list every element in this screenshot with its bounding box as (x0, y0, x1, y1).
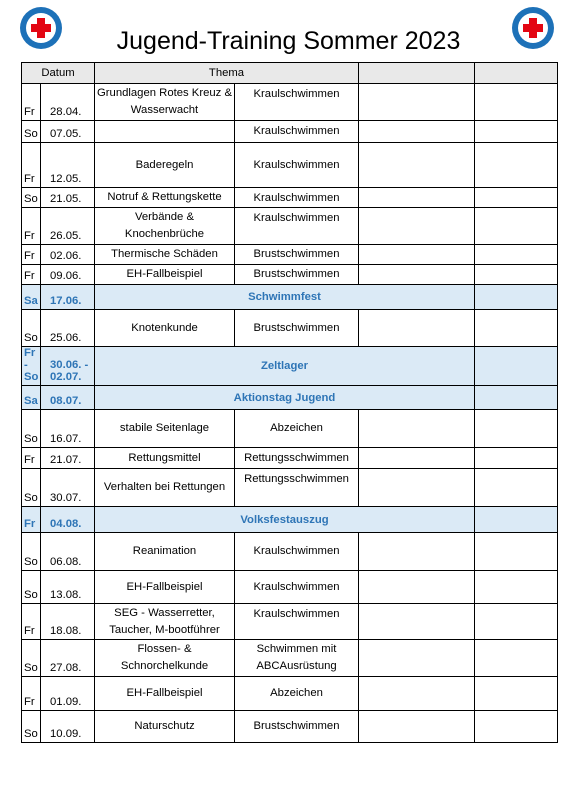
header-empty (475, 63, 558, 84)
empty-cell (475, 121, 558, 143)
table-row (22, 143, 558, 188)
swim-cell: Kraulschwimmen (235, 143, 359, 188)
thema-cell: Thermische Schäden (95, 245, 235, 265)
empty-cell (475, 410, 558, 448)
table-row (22, 469, 558, 507)
swim-cell: Abzeichen (235, 677, 359, 711)
empty-cell (359, 677, 475, 711)
day-cell: Fr (22, 143, 41, 188)
day-cell: Fr (22, 265, 41, 285)
empty-cell (359, 410, 475, 448)
day-cell: Fr (22, 84, 41, 121)
day-cell: Fr (22, 245, 41, 265)
date-cell: 13.08. (41, 571, 95, 604)
empty-cell (475, 469, 558, 507)
day-cell: So (22, 640, 41, 677)
empty-cell (359, 188, 475, 208)
table-row (22, 188, 558, 208)
table-row (22, 245, 558, 265)
thema-cell (95, 121, 235, 143)
empty-cell (359, 604, 475, 640)
table-row (22, 84, 558, 121)
thema-cell: Baderegeln (95, 143, 235, 188)
date-cell: 27.08. (41, 640, 95, 677)
table-row (22, 677, 558, 711)
swim-cell: Rettungsschwimmen (235, 448, 359, 469)
empty-cell (359, 84, 475, 121)
date-cell: 09.06. (41, 265, 95, 285)
day-cell: Sa (22, 285, 41, 310)
empty-cell (475, 84, 558, 121)
event-title: Volksfestauszug (95, 507, 475, 533)
date-cell: 10.09. (41, 711, 95, 743)
table-row (22, 533, 558, 571)
empty-cell (475, 604, 558, 640)
date-cell: 01.09. (41, 677, 95, 711)
header-row (22, 63, 558, 84)
date-cell: 26.05. (41, 208, 95, 245)
date-cell: 16.07. (41, 410, 95, 448)
date-cell: 30.06. - 02.07. (41, 347, 95, 386)
thema-cell: EH-Fallbeispiel (95, 571, 235, 604)
swim-cell: Kraulschwimmen (235, 604, 359, 640)
empty-cell (475, 245, 558, 265)
day-cell: So (22, 571, 41, 604)
swim-cell: Brustschwimmen (235, 310, 359, 347)
thema-cell: Naturschutz (95, 711, 235, 743)
day-cell: So (22, 410, 41, 448)
empty-cell (475, 310, 558, 347)
date-cell: 21.05. (41, 188, 95, 208)
empty-cell (475, 188, 558, 208)
empty-cell (359, 571, 475, 604)
empty-cell (359, 245, 475, 265)
empty-cell (359, 310, 475, 347)
date-cell: 04.08. (41, 507, 95, 533)
day-cell: So (22, 711, 41, 743)
thema-cell: Rettungsmittel (95, 448, 235, 469)
day-cell: Fr (22, 604, 41, 640)
date-cell: 28.04. (41, 84, 95, 121)
event-title: Zeltlager (95, 347, 475, 386)
day-cell: So (22, 310, 41, 347)
day-cell: Fr (22, 448, 41, 469)
thema-cell: Reanimation (95, 533, 235, 571)
swim-cell: Rettungsschwimmen (235, 469, 359, 507)
date-cell: 25.06. (41, 310, 95, 347)
swim-cell: Brustschwimmen (235, 265, 359, 285)
table-row (22, 265, 558, 285)
day-cell: Fr (22, 507, 41, 533)
event-row (22, 507, 558, 533)
thema-cell: Grundlagen Rotes Kreuz & Wasserwacht (95, 84, 235, 121)
date-cell: 21.07. (41, 448, 95, 469)
day-cell: Fr (22, 208, 41, 245)
table-row (22, 604, 558, 640)
empty-cell (475, 711, 558, 743)
day-cell: Fr (22, 677, 41, 711)
date-cell: 06.08. (41, 533, 95, 571)
swim-cell: Kraulschwimmen (235, 188, 359, 208)
table-row (22, 208, 558, 245)
thema-cell: Flossen- & Schnorchelkunde (95, 640, 235, 677)
swim-cell: Kraulschwimmen (235, 208, 359, 245)
table-row (22, 711, 558, 743)
event-title: Aktionstag Jugend (95, 386, 475, 410)
day-cell: So (22, 469, 41, 507)
empty-cell (359, 640, 475, 677)
swim-cell: Abzeichen (235, 410, 359, 448)
table-row (22, 121, 558, 143)
empty-cell (359, 143, 475, 188)
date-cell: 30.07. (41, 469, 95, 507)
header-empty (359, 63, 475, 84)
empty-cell (475, 448, 558, 469)
empty-cell (475, 640, 558, 677)
date-cell: 17.06. (41, 285, 95, 310)
swim-cell: Kraulschwimmen (235, 84, 359, 121)
swim-cell: Brustschwimmen (235, 711, 359, 743)
thema-cell: Verbände & Knochenbrüche (95, 208, 235, 245)
date-cell: 07.05. (41, 121, 95, 143)
table-row (22, 410, 558, 448)
empty-cell (359, 448, 475, 469)
empty-cell (359, 208, 475, 245)
empty-cell (475, 533, 558, 571)
empty-cell (359, 121, 475, 143)
swim-cell: Kraulschwimmen (235, 121, 359, 143)
date-cell: 18.08. (41, 604, 95, 640)
thema-cell: Verhalten bei Rettungen (95, 469, 235, 507)
swim-cell: Kraulschwimmen (235, 533, 359, 571)
page-title: Jugend-Training Sommer 2023 (116, 27, 461, 55)
empty-cell (475, 386, 558, 410)
thema-cell: SEG - Wasserretter, Taucher, M-bootführer (95, 604, 235, 640)
header-datum: Datum (22, 63, 95, 84)
thema-cell: Notruf & Rettungskette (95, 188, 235, 208)
event-row (22, 347, 558, 386)
day-cell: Sa (22, 386, 41, 410)
date-cell: 02.06. (41, 245, 95, 265)
date-cell: 08.07. (41, 386, 95, 410)
thema-cell: Knotenkunde (95, 310, 235, 347)
event-row (22, 386, 558, 410)
swim-cell: Kraulschwimmen (235, 571, 359, 604)
empty-cell (359, 711, 475, 743)
empty-cell (475, 143, 558, 188)
schedule-table (21, 62, 558, 743)
empty-cell (475, 571, 558, 604)
empty-cell (475, 507, 558, 533)
empty-cell (475, 347, 558, 386)
thema-cell: EH-Fallbeispiel (95, 677, 235, 711)
empty-cell (475, 677, 558, 711)
event-title: Schwimmfest (95, 285, 475, 310)
thema-cell: EH-Fallbeispiel (95, 265, 235, 285)
empty-cell (359, 533, 475, 571)
table-row (22, 571, 558, 604)
thema-cell: stabile Seitenlage (95, 410, 235, 448)
day-cell: So (22, 188, 41, 208)
header-thema: Thema (95, 63, 359, 84)
empty-cell (475, 265, 558, 285)
table-row (22, 640, 558, 677)
empty-cell (475, 285, 558, 310)
day-cell: Fr - So (22, 347, 41, 386)
empty-cell (359, 265, 475, 285)
table-row (22, 310, 558, 347)
swim-cell: Brustschwimmen (235, 245, 359, 265)
date-cell: 12.05. (41, 143, 95, 188)
empty-cell (359, 469, 475, 507)
empty-cell (475, 208, 558, 245)
day-cell: So (22, 533, 41, 571)
swim-cell: Schwimmen mit ABCAusrüstung (235, 640, 359, 677)
table-row (22, 448, 558, 469)
day-cell: So (22, 121, 41, 143)
event-row (22, 285, 558, 310)
